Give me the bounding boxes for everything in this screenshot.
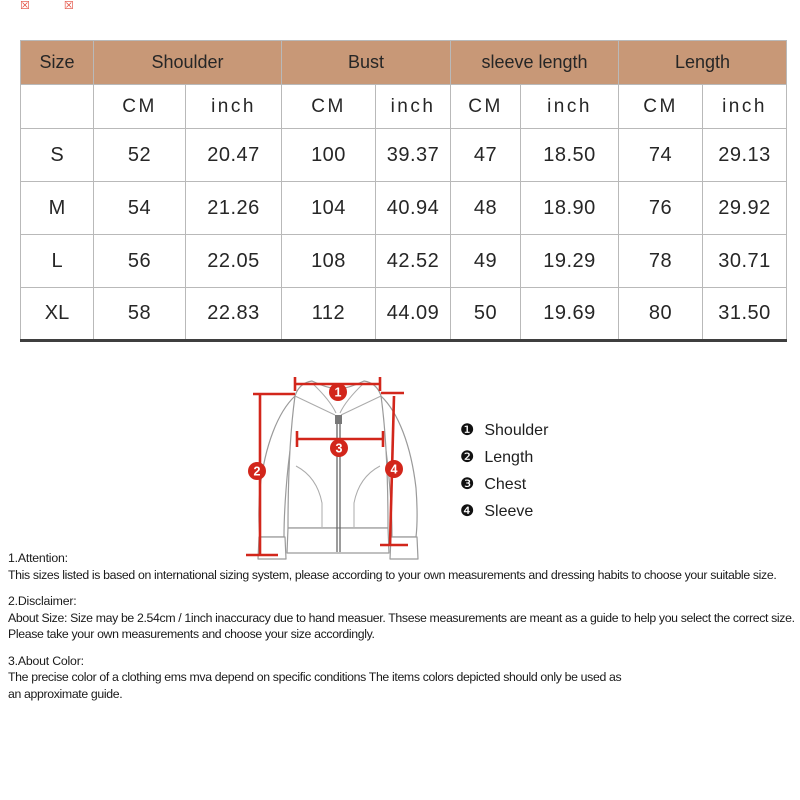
unit-header-inch: inch xyxy=(703,85,787,129)
note-heading: 2.Disclaimer: xyxy=(8,594,77,608)
table-row-size-s xyxy=(21,129,787,182)
unit-header-empty xyxy=(21,85,94,129)
measurement-cell: 50 xyxy=(451,288,521,341)
column-header-shoulder: Shoulder xyxy=(94,41,282,85)
circled-3-icon: ❸ xyxy=(460,476,475,493)
size-chart-table xyxy=(20,40,787,342)
measurement-cell: 100 xyxy=(282,129,376,182)
size-chart xyxy=(20,40,786,342)
measurement-cell: 22.05 xyxy=(186,235,282,288)
callout-4-number: 4 xyxy=(390,462,398,477)
callout-2-number: 2 xyxy=(253,464,261,479)
note-disclaimer xyxy=(8,593,798,643)
legend-item-chest xyxy=(460,476,548,494)
measurement-cell: 78 xyxy=(619,235,703,288)
circled-1-icon: ❶ xyxy=(460,422,475,439)
circled-2-icon: ❷ xyxy=(460,449,475,466)
unit-header-cm: CM xyxy=(619,85,703,129)
callout-1-number: 1 xyxy=(334,385,342,400)
unit-header-cm: CM xyxy=(94,85,186,129)
callout-3-number: 3 xyxy=(335,441,343,456)
measurement-cell: 31.50 xyxy=(703,288,787,341)
measurement-cell: 58 xyxy=(94,288,186,341)
measurement-cell: 29.13 xyxy=(703,129,787,182)
measurement-cell: 104 xyxy=(282,182,376,235)
unit-header-cm: CM xyxy=(451,85,521,129)
corner-artifact-marks xyxy=(20,0,108,12)
measurement-cell: 40.94 xyxy=(376,182,451,235)
measurement-cell: 20.47 xyxy=(186,129,282,182)
size-cell: L xyxy=(21,235,94,288)
measurement-cell: 76 xyxy=(619,182,703,235)
unit-header-inch: inch xyxy=(521,85,619,129)
measurement-cell: 80 xyxy=(619,288,703,341)
circled-4-icon: ❹ xyxy=(460,503,475,520)
measurement-cell: 19.29 xyxy=(521,235,619,288)
notes xyxy=(8,550,798,712)
note-line: The precise color of a clothing ems mva depend on specific conditions The items colors depicted should only be used as xyxy=(8,670,622,684)
measurement-cell: 18.50 xyxy=(521,129,619,182)
legend-label: Chest xyxy=(484,476,527,493)
measurement-cell: 112 xyxy=(282,288,376,341)
zipper-pull xyxy=(335,415,342,424)
measurement-cell: 108 xyxy=(282,235,376,288)
table-row-size-l xyxy=(21,235,787,288)
measurement-cell: 30.71 xyxy=(703,235,787,288)
note-line: an approximate guide. xyxy=(8,686,123,701)
legend-item-length xyxy=(460,449,548,467)
unit-header-inch: inch xyxy=(376,85,451,129)
measurement-cell: 49 xyxy=(451,235,521,288)
legend-item-sleeve xyxy=(460,503,548,521)
note-line: This sizes listed is based on international sizing system, please according to your own measurements and dressing habits to choose your suitable size. xyxy=(8,567,777,582)
measurement-cell: 29.92 xyxy=(703,182,787,235)
measurement-cell: 19.69 xyxy=(521,288,619,341)
note-line: About Size: Size may be 2.54cm / 1inch inaccuracy due to hand measuer. Thsese measurements are meant as a guide to help you select the correct size. xyxy=(8,610,795,625)
measurement-cell: 22.83 xyxy=(186,288,282,341)
measurement-cell: 39.37 xyxy=(376,129,451,182)
column-header-size: Size xyxy=(21,41,94,85)
broken-glyph-icon: ☒ xyxy=(20,0,30,12)
unit-header-inch: inch xyxy=(186,85,282,129)
size-cell: M xyxy=(21,182,94,235)
broken-glyph-icon: ☒ xyxy=(63,0,74,12)
measurement-cell: 54 xyxy=(94,182,186,235)
note-about-color xyxy=(8,653,798,703)
unit-header-cm: CM xyxy=(282,85,376,129)
measurement-cell: 52 xyxy=(94,129,186,182)
measurement-cell: 48 xyxy=(451,182,521,235)
column-header-length: Length xyxy=(619,41,787,85)
measurement-cell: 74 xyxy=(619,129,703,182)
note-attention xyxy=(8,550,798,583)
legend-label: Length xyxy=(484,449,534,466)
legend-label: Sleeve xyxy=(484,503,534,520)
measurement-cell: 44.09 xyxy=(376,288,451,341)
legend-item-shoulder xyxy=(460,422,548,440)
column-header-sleeve-length: sleeve length xyxy=(451,41,619,85)
measurement-cell: 56 xyxy=(94,235,186,288)
measurement-cell: 18.90 xyxy=(521,182,619,235)
note-line: Please take your own measurements and choose your size accordingly. xyxy=(8,627,375,641)
legend-label: Shoulder xyxy=(484,422,549,439)
table-row-size-xl xyxy=(21,288,787,341)
note-heading: 1.Attention: xyxy=(8,551,68,565)
table-row-size-m xyxy=(21,182,787,235)
measurement-cell: 42.52 xyxy=(376,235,451,288)
jacket-measurement-diagram xyxy=(240,368,425,568)
size-cell: XL xyxy=(21,288,94,341)
column-header-bust: Bust xyxy=(282,41,451,85)
measurement-cell: 47 xyxy=(451,129,521,182)
size-cell: S xyxy=(21,129,94,182)
measurement-cell: 21.26 xyxy=(186,182,282,235)
note-heading: 3.About Color: xyxy=(8,653,84,668)
measurement-legend xyxy=(460,422,548,530)
